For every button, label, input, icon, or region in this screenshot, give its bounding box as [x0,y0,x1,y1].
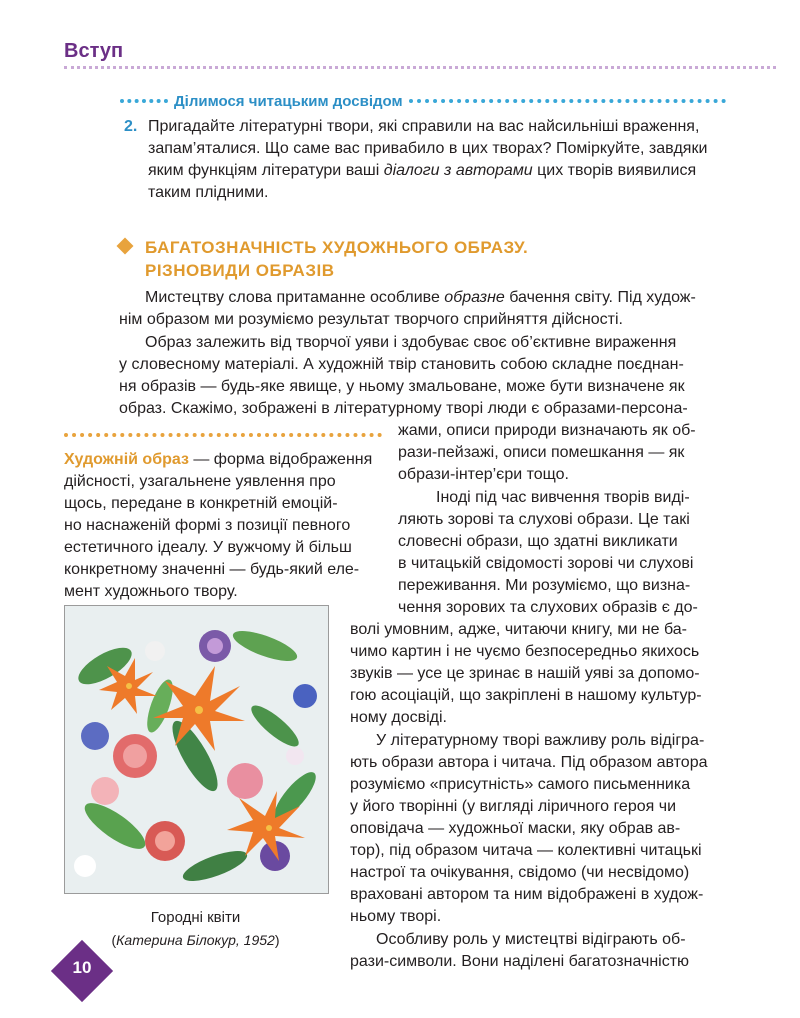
paragraph-line: образ. Скажімо, зображені в літературному творі люди є образами-персона- [119,400,688,417]
paragraph-line: настрої та очікування, свідомо (чи несвідомо) [350,864,690,881]
paragraph-line: ному досвіді. [350,709,447,726]
paragraph-line: Особливу роль у мистецтві відіграють об- [376,931,686,948]
paragraph-line: жами, описи природи визначають як об- [398,422,696,439]
text-span: ) [274,932,280,948]
page-number: 10 [72,958,92,977]
paragraph-line: словесні образи, що здатні викликати [398,533,678,550]
emphasis-text: образне [444,289,505,306]
definition-line: щось, передане в конкретній емоцій- [64,495,338,512]
task-text: яким функціям літератури ваші [148,162,384,179]
task-line: таким плідними. [148,184,269,201]
paragraph-line: образи-інтер’єри тощо. [398,466,569,483]
paragraph-line: чимо картин і не чуємо безпосередньо якихось [350,643,700,660]
paragraph-line: гою асоціацій, що закріплені в нашому культур- [350,687,702,704]
paragraph-line: враховані автором та ним відображені в худож- [350,886,704,903]
share-experience-heading [120,92,726,110]
task-number: 2. [124,118,138,135]
task-line: Пригадайте літературні твори, які справили на вас найсильніші враження, [148,118,700,135]
definition-line: мент художнього твору. [64,583,238,600]
paragraph-line: рази-пейзажі, описи помешкання — як [398,444,685,461]
paragraph-line: ють образи автора і читача. Під образом автора [350,754,708,771]
header-title: Вступ [64,40,124,62]
dotted-rule-right [409,99,726,103]
paragraph-line: чення зорових та слухових образів є до- [398,599,698,616]
definition-line [64,448,372,471]
paragraph-line: оповідача — художньої маски, яку обрав ав- [350,820,681,837]
text-span: Мистецтву слова притаманне особливе [145,289,445,306]
paragraph-line: переживання. Ми розуміємо, що визна- [398,577,691,594]
paragraph-line: ня образів — будь-яке явище, у ньому змальоване, може бути визначене як [119,378,685,395]
paragraph-line: У літературному творі важливу роль відігра- [376,732,705,749]
paragraph-line: розуміємо «присутність» самого письменника [350,776,691,793]
paragraph-line: звуків — усе це зринає в нашій уяві за допомо- [350,665,700,682]
painting-image [64,605,329,894]
paragraph-line: ньому творі. [350,908,442,925]
paragraph-line: рази-символи. Вони наділені багатозначністю [350,953,690,970]
share-experience-title: Ділимося читацьким досвідом [174,92,403,110]
paragraph-line: нім образом ми розуміємо результат творчого сприйняття дійсності. [119,311,623,328]
definition-term: Художній образ [64,451,189,468]
paragraph-line: тор), під образом читача — колективні читацькі [350,842,702,859]
paragraph-line [145,286,696,309]
paragraph-line: Образ залежить від творчої уяви і здобуває своє об’єктивне вираження [145,334,677,351]
task-2 [124,116,728,204]
paragraph-line: ляють зорові та слухові образи. Це такі [398,511,690,528]
paragraph-line: Іноді під час вивчення творів виді- [436,489,690,506]
definition-line: но наснаженій формі з позиції певного [64,517,351,534]
figure-caption-author [64,930,327,950]
task-text: цих творів виявилися [532,162,697,179]
section-title [145,236,528,282]
flower-painting [65,606,328,893]
text-span: ( [111,932,117,948]
dotted-rule-left [120,99,168,103]
figure-caption-title: Городні квіти [150,909,241,926]
text-span: бачення світу. Під худож- [504,289,696,306]
definition-line: конкретному значенні — будь-який еле- [64,561,360,578]
paragraph-line: волі умовним, адже, читаючи книгу, ми не ба- [350,621,687,638]
definition-divider [64,433,382,437]
header-divider [64,66,776,69]
paragraph-line: у його творінні (у вигляді ліричного героя чи [350,798,676,815]
text-span: — форма відображення [188,451,373,468]
diamond-bullet-icon [117,238,134,255]
task-line: запам’яталися. Що саме вас привабило в цих творах? Поміркуйте, завдяки [148,140,708,157]
section-title-line: БАГАТОЗНАЧНІСТЬ ХУДОЖНЬОГО ОБРАЗУ. [145,238,529,257]
definition-line: дійсності, узагальнене уявлення про [64,473,336,490]
paragraph-line: в читацькій свідомості зорові чи слухові [398,555,694,572]
caption-author: Катерина Білокур, 1952 [116,932,275,948]
task-line [148,160,728,182]
definition-line: естетичного ідеалу. У вужчому й більш [64,539,352,556]
section-title-line: РІЗНОВИДИ ОБРАЗІВ [145,261,335,280]
paragraph-line: у словесному матеріалі. А художній твір становить собою складне поєднан- [119,356,684,373]
task-emphasis: діалоги з авторами [383,162,533,179]
